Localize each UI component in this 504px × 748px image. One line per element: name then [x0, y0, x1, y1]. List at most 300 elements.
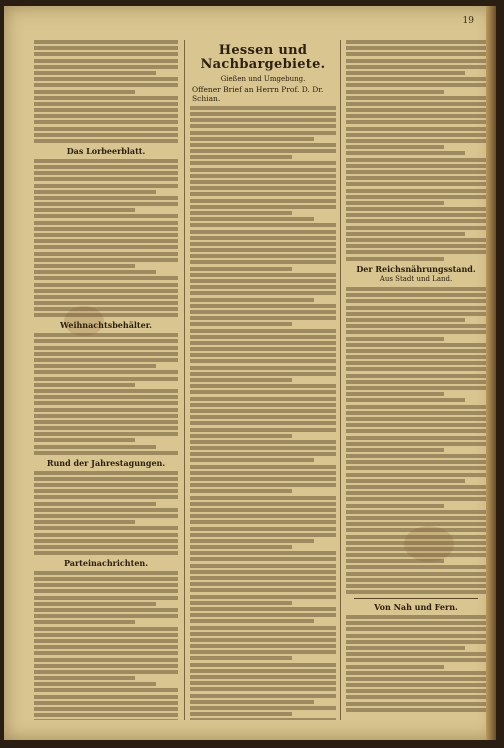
- text-line: [190, 335, 336, 339]
- text-line: [346, 330, 486, 334]
- text-line: [190, 428, 336, 432]
- column-rule: [184, 40, 185, 720]
- text-line: [190, 644, 336, 648]
- text-line: [346, 83, 486, 87]
- text-line: [346, 386, 486, 390]
- text-line: [34, 40, 178, 44]
- text-line: [346, 448, 444, 452]
- text-line: [190, 607, 336, 611]
- text-line: [190, 199, 336, 203]
- text-line: [190, 285, 336, 289]
- text-line: [34, 377, 178, 381]
- text-line: [346, 491, 486, 495]
- text-line: [34, 608, 178, 612]
- text-line: [34, 59, 178, 63]
- text-line: [346, 374, 486, 378]
- text-line: [346, 145, 444, 149]
- text-line: [34, 239, 178, 243]
- article-subheading: Aus Stadt und Land.: [379, 275, 453, 284]
- text-line: [346, 318, 465, 322]
- text-line: [190, 155, 292, 159]
- page-number: 19: [462, 16, 474, 26]
- text-line: [34, 614, 178, 618]
- text-line: [34, 252, 178, 256]
- text-line: [346, 96, 486, 100]
- text-line: [190, 322, 292, 326]
- text-line: [346, 367, 486, 371]
- text-line: [190, 131, 336, 135]
- text-line: [346, 151, 465, 155]
- text-line: [190, 390, 336, 394]
- text-line: [190, 329, 336, 333]
- text-line: [190, 366, 336, 370]
- text-line: [190, 143, 336, 147]
- text-line: [190, 681, 336, 685]
- text-line: [34, 445, 156, 449]
- text-line: [34, 120, 178, 124]
- text-line: [190, 675, 336, 679]
- text-line: [34, 451, 178, 455]
- text-line: [190, 118, 336, 122]
- text-line: [190, 650, 336, 654]
- text-line: [190, 260, 336, 264]
- text-line: [346, 646, 465, 650]
- text-line: [346, 652, 486, 656]
- text-line: [190, 502, 336, 506]
- text-line: [190, 489, 292, 493]
- text-line: [346, 90, 444, 94]
- text-line: [346, 293, 486, 297]
- text-line: [346, 528, 486, 532]
- text-line: [346, 195, 486, 199]
- text-line: [190, 465, 336, 469]
- text-line: [34, 295, 178, 299]
- text-line: [34, 352, 178, 356]
- text-line: [346, 671, 486, 675]
- text-line: [346, 213, 486, 217]
- text-line: [346, 510, 486, 514]
- text-line: [190, 576, 336, 580]
- text-line: [34, 589, 178, 593]
- text-line: [34, 364, 156, 368]
- text-line: [346, 405, 486, 409]
- divider: [354, 598, 478, 599]
- text-line: [34, 426, 178, 430]
- column-left: [34, 40, 178, 720]
- text-line: [346, 708, 486, 712]
- text-line: [34, 233, 178, 237]
- text-line: [190, 483, 336, 487]
- text-line: [346, 411, 486, 415]
- text-line: [34, 90, 135, 94]
- text-line: [190, 341, 336, 345]
- text-line: [190, 421, 336, 425]
- text-line: [346, 182, 486, 186]
- text-line: [34, 171, 178, 175]
- text-line: [346, 473, 486, 477]
- text-line: [34, 77, 178, 81]
- text-line: [34, 620, 135, 624]
- column-right: [346, 40, 486, 720]
- text-line: [34, 258, 178, 262]
- text-line: [190, 706, 336, 710]
- text-line: [190, 700, 314, 704]
- text-line: [346, 665, 444, 669]
- text-line: [346, 677, 486, 681]
- text-line: [346, 189, 486, 193]
- article-heading: Von Nah und Fern.: [374, 602, 458, 613]
- text-line: [34, 670, 178, 674]
- text-line: [34, 133, 178, 137]
- text-line: [34, 664, 178, 668]
- text-line: [34, 358, 178, 362]
- text-line: [346, 114, 486, 118]
- text-line: [34, 414, 178, 418]
- text-line: [346, 460, 486, 464]
- text-line: [34, 645, 178, 649]
- text-line: [34, 214, 178, 218]
- text-line: [346, 572, 486, 576]
- text-line: [346, 516, 486, 520]
- text-line: [34, 583, 178, 587]
- column-middle: [190, 40, 336, 720]
- text-line: [190, 452, 336, 456]
- text-line: [34, 483, 178, 487]
- text-line: [34, 577, 178, 581]
- text-line: [346, 299, 486, 303]
- text-line: [190, 372, 336, 376]
- text-line: [346, 695, 486, 699]
- text-line: [346, 65, 486, 69]
- text-line: [190, 291, 336, 295]
- text-line: [34, 283, 178, 287]
- text-line: [346, 535, 486, 539]
- text-line: [34, 408, 178, 412]
- text-line: [190, 446, 336, 450]
- text-line: [34, 289, 178, 293]
- text-line: [34, 71, 156, 75]
- text-line: [190, 539, 314, 543]
- text-line: [34, 596, 178, 600]
- text-line: [346, 219, 486, 223]
- text-line: [34, 682, 156, 686]
- text-line: [346, 479, 465, 483]
- text-line: [34, 471, 178, 475]
- text-line: [34, 383, 135, 387]
- text-line: [190, 663, 336, 667]
- text-line: [346, 127, 486, 131]
- text-line: [34, 545, 178, 549]
- text-line: [34, 190, 156, 194]
- text-line: [190, 613, 336, 617]
- page-edge: [486, 6, 496, 740]
- text-line: [346, 466, 486, 470]
- text-line: [190, 359, 336, 363]
- text-line: [190, 619, 314, 623]
- text-line: [34, 395, 178, 399]
- text-line: [34, 633, 178, 637]
- text-line: [346, 417, 486, 421]
- text-line: [346, 454, 486, 458]
- text-line: [190, 514, 336, 518]
- text-line: [346, 312, 486, 316]
- text-line: [346, 683, 486, 687]
- text-line: [346, 621, 486, 625]
- text-line: [346, 392, 444, 396]
- text-line: [190, 236, 336, 240]
- text-line: [346, 306, 486, 310]
- text-line: [190, 161, 336, 165]
- text-line: [34, 514, 178, 518]
- text-line: [346, 59, 486, 63]
- article-heading: Parteinachrichten.: [63, 558, 149, 569]
- text-line: [346, 139, 486, 143]
- text-line: [190, 279, 336, 283]
- text-line: [190, 397, 336, 401]
- text-line: [34, 432, 178, 436]
- text-line: [34, 264, 135, 268]
- text-line: [190, 582, 336, 586]
- column-rule: [340, 40, 341, 720]
- text-line: [34, 508, 178, 512]
- text-line: [34, 502, 156, 506]
- text-line: [346, 102, 486, 106]
- text-line: [190, 626, 336, 630]
- text-line: [34, 184, 178, 188]
- text-line: [34, 346, 178, 350]
- text-line: [34, 159, 178, 163]
- text-line: [34, 196, 178, 200]
- text-line: [190, 273, 336, 277]
- text-line: [346, 52, 486, 56]
- text-line: [190, 477, 336, 481]
- text-line: [190, 106, 336, 110]
- text-line: [346, 429, 486, 433]
- text-line: [34, 65, 178, 69]
- text-line: [190, 545, 292, 549]
- text-line: [190, 403, 336, 407]
- text-line: [346, 207, 486, 211]
- text-line: [34, 639, 178, 643]
- text-line: [190, 174, 336, 178]
- text-line: [346, 244, 486, 248]
- text-line: [346, 547, 486, 551]
- text-line: [34, 627, 178, 631]
- text-line: [346, 485, 486, 489]
- text-line: [34, 489, 178, 493]
- text-line: [346, 71, 465, 75]
- text-line: [190, 298, 314, 302]
- text-line: [34, 208, 135, 212]
- text-line: [346, 120, 486, 124]
- text-line: [34, 389, 178, 393]
- article-heading: Weihnachtsbehälter.: [60, 320, 152, 331]
- text-line: [346, 504, 444, 508]
- text-line: [346, 627, 486, 631]
- text-line: [346, 522, 486, 526]
- text-line: [34, 270, 156, 274]
- text-line: [346, 170, 486, 174]
- text-line: [190, 471, 336, 475]
- text-line: [190, 137, 314, 141]
- text-line: [34, 227, 178, 231]
- text-line: [346, 77, 486, 81]
- text-line: [34, 695, 178, 699]
- text-line: [346, 158, 486, 162]
- text-line: [346, 238, 486, 242]
- text-line: [190, 353, 336, 357]
- text-line: [190, 458, 314, 462]
- text-line: [190, 409, 336, 413]
- text-line: [190, 124, 336, 128]
- text-line: [190, 205, 336, 209]
- text-line: [34, 420, 178, 424]
- text-line: [34, 533, 178, 537]
- text-line: [346, 702, 486, 706]
- text-line: [34, 46, 178, 50]
- text-line: [190, 533, 336, 537]
- text-line: [34, 477, 178, 481]
- text-line: [34, 102, 178, 106]
- text-line: [190, 254, 336, 258]
- text-line: [34, 177, 178, 181]
- text-line: [346, 46, 486, 50]
- text-line: [346, 380, 486, 384]
- text-line: [34, 333, 178, 337]
- text-line: [34, 139, 178, 143]
- text-line: [34, 658, 178, 662]
- text-line: [190, 638, 336, 642]
- text-line: [190, 304, 336, 308]
- text-line: [34, 401, 178, 405]
- text-line: [190, 310, 336, 314]
- text-line: [346, 436, 486, 440]
- text-line: [346, 176, 486, 180]
- text-line: [346, 640, 486, 644]
- text-line: [190, 242, 336, 246]
- text-line: [34, 165, 178, 169]
- text-line: [190, 551, 336, 555]
- text-line: [190, 520, 336, 524]
- text-line: [346, 578, 486, 582]
- article-heading: Das Lorbeerblatt.: [66, 146, 146, 156]
- text-line: [346, 287, 486, 291]
- text-line: [34, 602, 156, 606]
- text-line: [346, 164, 486, 168]
- text-line: [34, 202, 178, 206]
- text-line: [34, 526, 178, 530]
- text-line: [190, 180, 336, 184]
- text-line: [190, 496, 336, 500]
- section-title: Hessen und Nachbargebiete.: [200, 43, 326, 73]
- text-line: [346, 553, 486, 557]
- text-line: [190, 248, 336, 252]
- text-line: [34, 438, 135, 442]
- article-heading: Rund der Jahrestagungen.: [46, 457, 166, 468]
- text-line: [190, 687, 336, 691]
- text-line: [34, 520, 135, 524]
- text-line: [190, 694, 336, 698]
- text-line: [346, 398, 465, 402]
- text-line: [346, 226, 486, 230]
- text-line: [190, 384, 336, 388]
- text-line: [346, 40, 486, 44]
- text-line: [34, 307, 178, 311]
- text-line: [190, 347, 336, 351]
- text-line: [190, 267, 292, 271]
- text-line: [346, 634, 486, 638]
- text-line: [346, 343, 486, 347]
- text-line: [34, 221, 178, 225]
- text-line: [34, 571, 178, 575]
- text-line: [190, 316, 336, 320]
- text-line: [34, 707, 178, 711]
- text-line: [34, 688, 178, 692]
- text-line: [34, 539, 178, 543]
- text-line: [190, 192, 336, 196]
- text-line: [190, 440, 336, 444]
- letter-heading: Offener Brief an Herrn Prof. D. Dr. Schian.: [192, 85, 324, 103]
- text-line: [34, 651, 178, 655]
- text-line: [346, 590, 486, 594]
- text-line: [346, 232, 465, 236]
- text-line: [190, 527, 336, 531]
- text-line: [34, 713, 178, 717]
- text-line: [34, 301, 178, 305]
- text-line: [34, 370, 178, 374]
- text-line: [34, 339, 178, 343]
- text-line: [34, 313, 178, 317]
- text-line: [34, 719, 178, 720]
- text-line: [346, 584, 486, 588]
- text-line: [34, 676, 135, 680]
- text-line: [190, 149, 336, 153]
- text-line: [346, 559, 444, 563]
- text-line: [190, 595, 336, 599]
- text-line: [346, 541, 486, 545]
- text-line: [190, 415, 336, 419]
- text-line: [346, 250, 486, 254]
- text-line: [190, 588, 336, 592]
- text-line: [190, 564, 336, 568]
- text-line: [346, 133, 486, 137]
- text-line: [34, 96, 178, 100]
- text-line: [190, 168, 336, 172]
- text-line: [190, 669, 336, 673]
- article-heading: Der Reichsnährungsstand.: [356, 263, 476, 274]
- text-line: [190, 570, 336, 574]
- text-line: [346, 658, 486, 662]
- text-line: [190, 223, 336, 227]
- text-line: [346, 324, 486, 328]
- text-line: [346, 423, 486, 427]
- text-line: [34, 52, 178, 56]
- text-line: [346, 497, 486, 501]
- text-line: [346, 442, 486, 446]
- text-line: [190, 378, 292, 382]
- text-line: [346, 337, 444, 341]
- text-line: [190, 434, 292, 438]
- text-line: [34, 276, 178, 280]
- text-line: [346, 349, 486, 353]
- text-line: [346, 257, 444, 261]
- text-line: [346, 108, 486, 112]
- text-line: [34, 495, 178, 499]
- text-line: [346, 361, 486, 365]
- text-line: [190, 230, 336, 234]
- text-line: [190, 186, 336, 190]
- text-line: [190, 601, 292, 605]
